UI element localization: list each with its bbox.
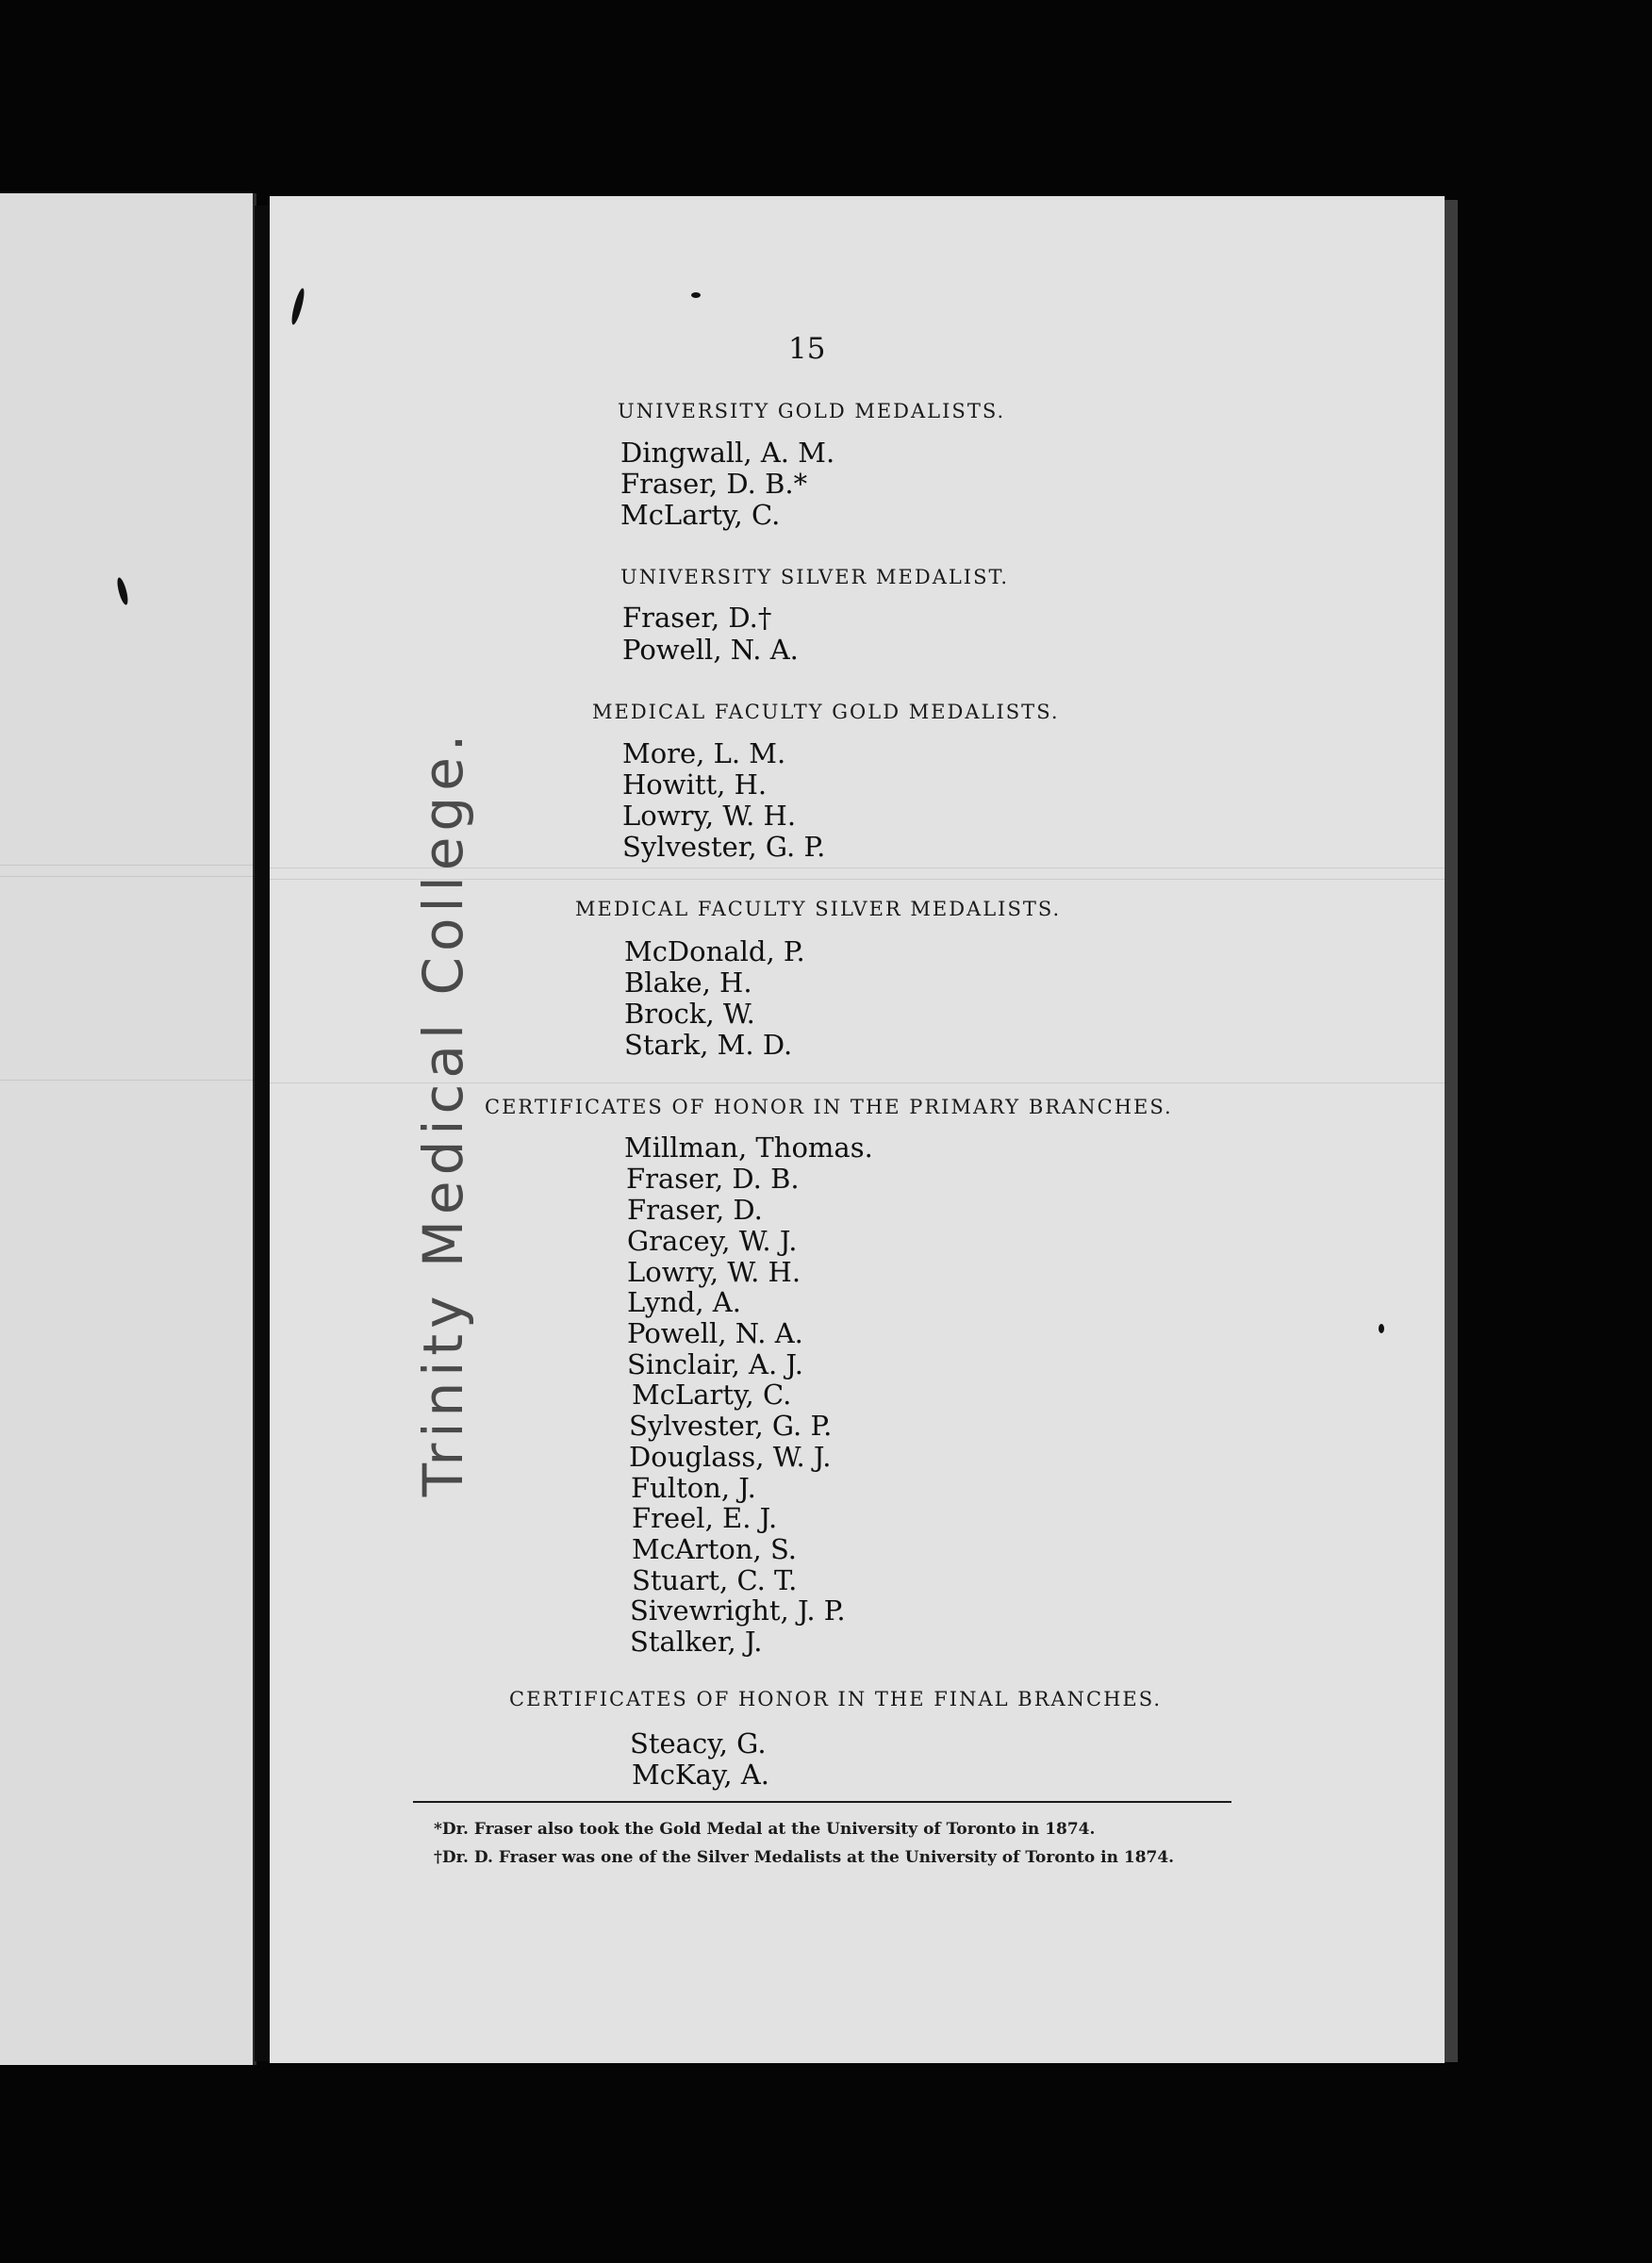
ruled-line bbox=[0, 876, 253, 877]
list-item: Brock, W. bbox=[624, 998, 755, 1030]
previous-page bbox=[0, 193, 256, 2065]
section-heading-final-branches: CERTIFICATES OF HONOR IN THE FINAL BRANCHES. bbox=[509, 1688, 1163, 1710]
list-item: Stalker, J. bbox=[630, 1626, 763, 1658]
list-item: McLarty, C. bbox=[620, 499, 781, 531]
section-heading-primary-branches: CERTIFICATES OF HONOR IN THE PRIMARY BRANCHES. bbox=[485, 1096, 1173, 1118]
book-spine bbox=[255, 206, 270, 2061]
list-item: Freel, E. J. bbox=[632, 1502, 778, 1534]
page-edge bbox=[1445, 200, 1458, 2062]
section-heading-medical-gold: MEDICAL FACULTY GOLD MEDALISTS. bbox=[592, 701, 1060, 723]
list-item: Powell, N. A. bbox=[622, 634, 799, 666]
footnote: *Dr. Fraser also took the Gold Medal at the University of Toronto in 1874. bbox=[434, 1820, 1096, 1839]
list-item: McArton, S. bbox=[632, 1533, 798, 1565]
list-item: McLarty, C. bbox=[632, 1379, 792, 1411]
list-item: Powell, N. A. bbox=[627, 1317, 803, 1349]
scan-mark bbox=[1379, 1324, 1384, 1333]
list-item: Lynd, A. bbox=[627, 1286, 741, 1318]
ruled-line bbox=[0, 865, 253, 866]
list-item: Lowry, W. H. bbox=[622, 800, 797, 832]
list-item: McDonald, P. bbox=[624, 935, 805, 967]
footnote-divider bbox=[413, 1801, 1231, 1803]
list-item: Blake, H. bbox=[624, 966, 752, 999]
list-item: Stark, M. D. bbox=[624, 1029, 793, 1061]
section-heading-medical-silver: MEDICAL FACULTY SILVER MEDALISTS. bbox=[575, 898, 1062, 920]
list-item: More, L. M. bbox=[622, 737, 786, 769]
list-item: Fraser, D. B. bbox=[626, 1163, 800, 1195]
list-item: Fulton, J. bbox=[631, 1472, 756, 1504]
ruled-line bbox=[0, 1080, 253, 1081]
library-stamp: Trinity Medical College. bbox=[411, 728, 475, 1497]
list-item: Millman, Thomas. bbox=[624, 1132, 873, 1164]
section-heading-university-gold: UNIVERSITY GOLD MEDALISTS. bbox=[618, 400, 1006, 422]
list-item: Douglass, W. J. bbox=[629, 1441, 832, 1473]
list-item: Lowry, W. H. bbox=[627, 1256, 801, 1288]
list-item: Stuart, C. T. bbox=[632, 1564, 798, 1596]
list-item: Steacy, G. bbox=[630, 1727, 767, 1759]
list-item: Gracey, W. J. bbox=[627, 1225, 798, 1257]
list-item: Fraser, D. B.* bbox=[620, 468, 808, 500]
list-item: Fraser, D. bbox=[627, 1194, 763, 1226]
list-item: Sivewright, J. P. bbox=[630, 1594, 846, 1627]
list-item: Sinclair, A. J. bbox=[627, 1348, 803, 1380]
section-heading-university-silver: UNIVERSITY SILVER MEDALIST. bbox=[620, 566, 1010, 588]
list-item: Howitt, H. bbox=[622, 768, 768, 801]
scan-mark bbox=[691, 292, 701, 298]
list-item: Dingwall, A. M. bbox=[620, 437, 835, 469]
list-item: Sylvester, G. P. bbox=[622, 831, 826, 863]
footnote: †Dr. D. Fraser was one of the Silver Medalists at the University of Toronto in 1874. bbox=[434, 1848, 1175, 1867]
page-number: 15 bbox=[788, 332, 826, 366]
list-item: Fraser, D.† bbox=[622, 602, 772, 634]
list-item: Sylvester, G. P. bbox=[629, 1410, 833, 1442]
list-item: McKay, A. bbox=[632, 1759, 770, 1791]
